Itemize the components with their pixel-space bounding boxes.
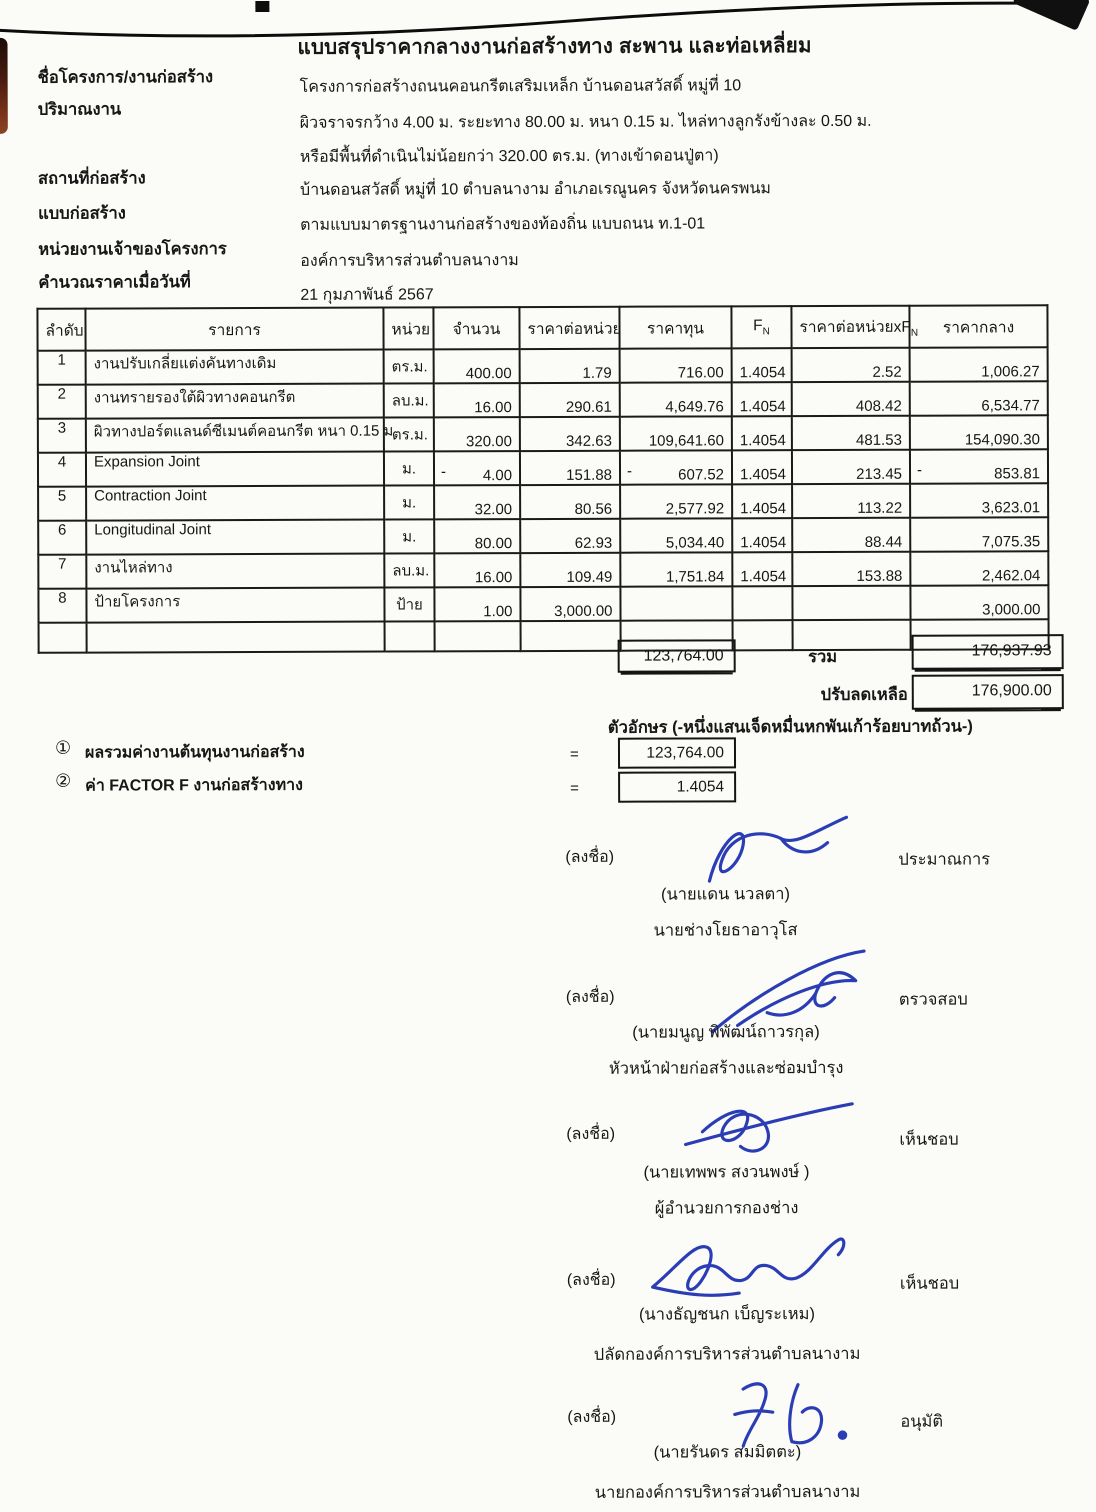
cell-mid-price: - 853.81 bbox=[910, 449, 1048, 483]
cell-no bbox=[39, 623, 87, 653]
cell-no: 3 bbox=[38, 419, 86, 453]
cell-fn: 1.4054 bbox=[732, 382, 792, 416]
cell-fn: 1.4054 bbox=[732, 518, 792, 552]
cell-no: 5 bbox=[38, 487, 86, 521]
header-field-label: คำนวณราคาเมื่อวันที่ bbox=[38, 273, 191, 292]
cell-qty: 16.00 bbox=[434, 383, 520, 417]
scan-mark-left-edge bbox=[0, 38, 8, 134]
sign-here-label: (ลงชื่อ) bbox=[566, 1125, 616, 1143]
cell-mid-price: 7,075.35 bbox=[910, 517, 1048, 551]
cell-unit bbox=[385, 621, 435, 651]
cell-item: Expansion Joint bbox=[86, 452, 384, 487]
cell-unit-price-x-fn: 2.52 bbox=[792, 348, 910, 382]
approval-role-label: ประมาณการ bbox=[898, 850, 991, 869]
col-header-unit-price: ราคาต่อหน่วย bbox=[519, 307, 619, 349]
total-value-box: 176,937.93 bbox=[912, 634, 1064, 670]
header-field-value: บ้านดอนสวัสดิ์ หมู่ที่ 10 ตำบลนางาม อำเภอเรณูนคร จังหวัดนครพนม bbox=[299, 180, 771, 199]
note-2-label: ค่า FACTOR F งานก่อสร้างทาง bbox=[85, 776, 303, 795]
header-field-value: ตามแบบมาตรฐานงานก่อสร้างของท้องถิ่น แบบถนน ท.1-01 bbox=[300, 215, 706, 234]
note-2-number: ② bbox=[55, 770, 72, 791]
cell-fn: 1.4054 bbox=[732, 484, 792, 518]
cell-item: งานทรายรองใต้ผิวทางคอนกรีต bbox=[86, 384, 384, 419]
signer-position: นายกองค์การบริหารส่วนตำบลนางาม bbox=[594, 1482, 861, 1502]
cell-qty: - 4.00 bbox=[434, 451, 520, 485]
table-row bbox=[38, 381, 1048, 419]
table-row bbox=[38, 551, 1048, 589]
cell-unit-price-x-fn: 113.22 bbox=[792, 484, 910, 518]
table-row bbox=[38, 347, 1048, 385]
cell-fn: 1.4054 bbox=[732, 552, 792, 586]
adjusted-value-box: 176,900.00 bbox=[912, 674, 1064, 710]
table-row bbox=[38, 483, 1048, 521]
cell-qty: 80.00 bbox=[434, 519, 520, 553]
cell-unit: ม. bbox=[384, 451, 434, 485]
cell-qty: 32.00 bbox=[434, 485, 520, 519]
signer-position: หัวหน้าฝ่ายก่อสร้างและซ่อมบำรุง bbox=[608, 1058, 844, 1078]
cell-fn: 1.4054 bbox=[732, 348, 792, 382]
note-1-equals: = bbox=[569, 745, 579, 763]
note-2-value-box: 1.4054 bbox=[618, 771, 736, 802]
cell-no: 7 bbox=[38, 555, 86, 589]
cell-unit-price: 342.63 bbox=[520, 417, 620, 451]
cell-unit-price: 290.61 bbox=[520, 383, 620, 417]
sign-here-label: (ลงชื่อ) bbox=[566, 1271, 616, 1289]
cell-no: 6 bbox=[38, 521, 86, 555]
cell-cost: 2,577.92 bbox=[620, 484, 732, 518]
cell-no: 4 bbox=[38, 453, 86, 487]
table-row bbox=[38, 449, 1048, 487]
cell-qty: 400.00 bbox=[434, 349, 520, 383]
cell-unit: ตร.ม. bbox=[384, 417, 434, 451]
cell-unit-price-x-fn: 153.88 bbox=[792, 552, 910, 586]
signer-position: ผู้อำนวยการกองช่าง bbox=[654, 1199, 799, 1218]
header-field-label: สถานที่ก่อสร้าง bbox=[37, 169, 146, 188]
col-header-fn: $F_N$ bbox=[731, 306, 791, 348]
col-header-item: รายการ bbox=[85, 308, 383, 351]
cell-cost: - 607.52 bbox=[620, 450, 732, 484]
signer-name: (นายเทพพร สงวนพงษ์ ) bbox=[643, 1163, 810, 1182]
cell-cost bbox=[620, 586, 732, 620]
cell-mid-price: 2,462.04 bbox=[910, 551, 1048, 585]
cell-item: งานปรับเกลี่ยแต่งคันทางเดิม bbox=[86, 350, 384, 385]
header-field-value: โครงการก่อสร้างถนนคอนกรีตเสริมเหล็ก บ้านดอนสวัสดิ์ หมู่ที่ 10 bbox=[299, 77, 742, 96]
table-row bbox=[38, 517, 1048, 555]
signer-name: (นายรันดร สมมิตตะ) bbox=[653, 1443, 802, 1462]
cell-item: Contraction Joint bbox=[86, 486, 384, 521]
cell-unit: ป้าย bbox=[384, 587, 434, 621]
cell-qty bbox=[435, 621, 521, 651]
cell-cost: 716.00 bbox=[620, 348, 732, 382]
cell-unit-price-x-fn: 481.53 bbox=[792, 416, 910, 450]
cell-unit-price-x-fn bbox=[792, 586, 910, 620]
header-field-label: แบบก่อสร้าง bbox=[38, 204, 126, 223]
cell-qty: 16.00 bbox=[434, 553, 520, 587]
cell-unit-price-x-fn: 213.45 bbox=[792, 450, 910, 484]
cost-table-body bbox=[38, 347, 1049, 653]
cell-item: ป้ายโครงการ bbox=[86, 588, 384, 623]
approval-role-label: ตรวจสอบ bbox=[898, 990, 968, 1009]
cell-no: 2 bbox=[38, 385, 86, 419]
cell-fn: 1.4054 bbox=[732, 416, 792, 450]
signer-position: นายช่างโยธาอาวุโส bbox=[653, 921, 798, 940]
cell-unit-price: 1.79 bbox=[520, 349, 620, 383]
cell-cost: 4,649.76 bbox=[620, 382, 732, 416]
table-row bbox=[38, 415, 1048, 453]
cell-unit-price: 151.88 bbox=[520, 451, 620, 485]
signer-name: (นายแดน นวลตา) bbox=[660, 885, 791, 904]
col-header-unit-price-x-fn: ราคาต่อหน่วย$xF_N$ bbox=[791, 306, 909, 348]
total-label: รวม bbox=[808, 647, 838, 667]
cell-unit-price-x-fn: 88.44 bbox=[792, 518, 910, 552]
signer-name: (นายมนูญ พิพัฒน์ถาวรกุล) bbox=[632, 1023, 820, 1042]
table-header-row bbox=[37, 305, 1047, 351]
header-field-label: ชื่อโครงการ/งานก่อสร้าง bbox=[37, 68, 214, 87]
cell-mid-price: 3,623.01 bbox=[910, 483, 1048, 517]
cell-unit-price bbox=[521, 621, 621, 651]
cell-qty: 1.00 bbox=[434, 587, 520, 621]
table-row bbox=[38, 585, 1048, 623]
scan-mark-top bbox=[255, 1, 269, 12]
signer-name: (นางธัญชนก เบ็ญระเหม) bbox=[638, 1305, 816, 1324]
cell-unit: ลบ.ม. bbox=[384, 553, 434, 587]
sign-here-label: (ลงชื่อ) bbox=[565, 848, 615, 866]
header-field-value: หรือมีพื้นที่ดำเนินไม่น้อยกว่า 320.00 ตร.ม. (ทางเข้าดอนปู่ตา) bbox=[299, 147, 719, 166]
cost-table bbox=[36, 304, 1049, 654]
header-field-value: ผิวจราจรกว้าง 4.00 ม. ระยะทาง 80.00 ม. หนา 0.15 ม. ไหล่ทางลูกรังข้างละ 0.50 ม. bbox=[299, 112, 872, 132]
cell-unit: ม. bbox=[384, 485, 434, 519]
note-1-number: ① bbox=[54, 737, 72, 758]
approval-role-label: เห็นชอบ bbox=[899, 1274, 960, 1293]
cell-unit-price: 62.93 bbox=[520, 519, 620, 553]
amount-in-words: ตัวอักษร (-หนึ่งแสนเจ็ดหมื่นหกพันเก้าร้อยบาทถ้วน-) bbox=[607, 717, 973, 737]
col-header-unit: หน่วย bbox=[383, 307, 433, 349]
cell-unit: ม. bbox=[384, 519, 434, 553]
cell-item bbox=[87, 622, 385, 653]
cell-unit-price: 109.49 bbox=[520, 553, 620, 587]
approval-role-label: เห็นชอบ bbox=[899, 1130, 959, 1149]
cell-fn bbox=[732, 586, 792, 620]
col-header-mid-price: ราคากลาง bbox=[909, 305, 1047, 347]
cost-total-box: 123,764.00 bbox=[618, 639, 736, 672]
header-field-value: องค์การบริหารส่วนตำบลนางาม bbox=[300, 252, 519, 270]
cell-item: Longitudinal Joint bbox=[86, 520, 384, 555]
cell-mid-price: 6,534.77 bbox=[910, 381, 1048, 415]
cell-unit: ตร.ม. bbox=[384, 349, 434, 383]
header-field-value: 21 กุมภาพันธ์ 2567 bbox=[300, 286, 434, 304]
sign-here-label: (ลงชื่อ) bbox=[565, 988, 615, 1006]
note-2-equals: = bbox=[570, 779, 579, 797]
cell-mid-price: 3,000.00 bbox=[910, 585, 1048, 619]
cell-cost: 1,751.84 bbox=[620, 552, 732, 586]
cell-item: ผิวทางปอร์ตแลนด์ซีเมนต์คอนกรีต หนา 0.15 ม bbox=[86, 418, 384, 453]
note-1-value-box: 123,764.00 bbox=[618, 737, 736, 768]
scan-mark-corner bbox=[1012, 0, 1090, 31]
cell-cost: 5,034.40 bbox=[620, 518, 732, 552]
col-header-qty: จำนวน bbox=[433, 307, 519, 349]
cell-unit: ลบ.ม. bbox=[384, 383, 434, 417]
cell-cost: 109,641.60 bbox=[620, 416, 732, 450]
note-1-label: ผลรวมค่างานต้นทุนงานก่อสร้าง bbox=[84, 743, 305, 762]
cell-no: 8 bbox=[38, 589, 86, 623]
col-header-cost: ราคาทุน bbox=[619, 306, 731, 348]
cell-unit-price: 80.56 bbox=[520, 485, 620, 519]
page-title: แบบสรุปราคากลางงานก่อสร้างทาง สะพาน และท่อเหลี่ยม bbox=[297, 34, 812, 59]
cell-mid-price: 1,006.27 bbox=[910, 347, 1048, 381]
cell-unit-price: 3,000.00 bbox=[520, 587, 620, 621]
header-field-label: หน่วยงานเจ้าของโครงการ bbox=[38, 240, 227, 259]
header-field-label: ปริมาณงาน bbox=[37, 100, 122, 119]
col-header-no: ลำดับ bbox=[37, 309, 85, 351]
cell-no: 1 bbox=[38, 351, 86, 385]
cell-qty: 320.00 bbox=[434, 417, 520, 451]
cell-unit-price-x-fn: 408.42 bbox=[792, 382, 910, 416]
approval-role-label: อนุมัติ bbox=[900, 1412, 944, 1431]
cell-item: งานไหล่ทาง bbox=[86, 554, 384, 589]
sign-here-label: (ลงชื่อ) bbox=[567, 1408, 617, 1426]
cell-mid-price: 154,090.30 bbox=[910, 415, 1048, 449]
adjusted-label: ปรับลดเหลือ bbox=[820, 685, 908, 705]
cell-fn: 1.4054 bbox=[732, 450, 792, 484]
signer-position: ปลัดกองค์การบริหารส่วนตำบลนางาม bbox=[593, 1344, 861, 1364]
